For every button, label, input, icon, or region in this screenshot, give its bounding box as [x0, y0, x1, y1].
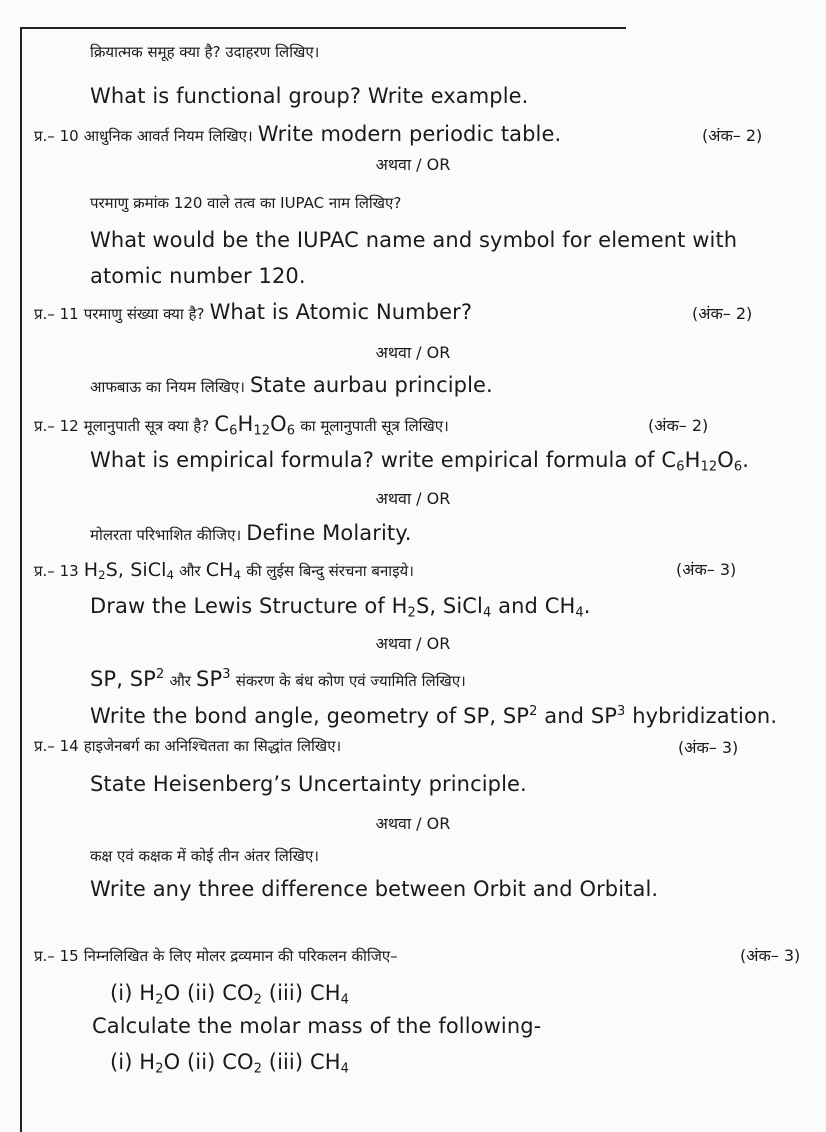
- q13-alt-line: [90, 667, 466, 691]
- q13-line: [34, 559, 414, 582]
- q10-hindi: आधुनिक आवर्त नियम लिखिए।: [83, 127, 253, 145]
- q13-alt-sp3: $SP^3$: [196, 667, 231, 691]
- q13-english: Draw the Lewis Structure of: [90, 594, 385, 618]
- q9-hindi: क्रियात्मक समूह क्या है? उदाहरण लिखिए।: [90, 43, 320, 61]
- q12-formula-en: $C_6H_{12}O_6$.: [661, 448, 750, 475]
- q11-alt-english: State aurbau principle.: [250, 373, 493, 397]
- q12-or: अथवा / OR: [375, 489, 451, 508]
- q11-marks: (अंक– 2): [692, 304, 753, 323]
- q10-or: अथवा / OR: [375, 155, 451, 174]
- q13-alt-english-sp3: $SP^3$: [590, 704, 626, 728]
- q14-line: [34, 736, 341, 756]
- q14-hindi: हाइजेनबर्ग का अनिश्चितता का सिद्धांत लिखिए।: [83, 737, 342, 755]
- q10-alt-english-1: What would be the IUPAC name and symbol for element with: [90, 228, 738, 252]
- q13-alt-english-and: and: [544, 704, 585, 728]
- q12-line: [34, 412, 449, 438]
- q10-marks: (अंक– 2): [702, 126, 763, 145]
- q13-marks: (अंक– 3): [676, 560, 737, 579]
- q13-formulas: $H_2S$, SiCl$_4$: [83, 559, 175, 582]
- q11-or: अथवा / OR: [375, 343, 451, 362]
- q15-english: Calculate the molar mass of the following-: [92, 1014, 542, 1038]
- q10-alt-english-2: atomic number 120.: [90, 264, 306, 288]
- q11-number: प्र.– 11: [34, 305, 79, 323]
- q13-hindi: की लुईस बिन्दु संरचना बनाइये।: [246, 562, 414, 580]
- q11-line: [34, 300, 472, 324]
- q9-english: What is functional group? Write example.: [90, 84, 529, 108]
- q11-alt-line: [90, 373, 493, 397]
- q13-number: प्र.– 13: [34, 562, 79, 580]
- q12-hindi-a: मूलानुपाती सूत्र क्या है?: [83, 417, 210, 435]
- q13-en-methane: $CH_4$.: [544, 594, 591, 621]
- q14-marks: (अंक– 3): [678, 738, 739, 757]
- q12-hindi-b: का मूलानुपाती सूत्र लिखिए।: [300, 417, 449, 435]
- q12-number: प्र.– 12: [34, 417, 79, 435]
- q13-alt-english-line: Write the bond angle, geometry of SP, $SP^2$ and $SP^3$ hybridization.: [90, 704, 778, 728]
- q13-or: अथवा / OR: [375, 634, 451, 653]
- q13-alt-and: और: [169, 672, 191, 690]
- q15-number: प्र.– 15: [34, 947, 79, 965]
- q13-english-line: [90, 594, 591, 620]
- top-border: [22, 27, 626, 29]
- q14-or: अथवा / OR: [375, 814, 451, 833]
- q13-en-formulas: $H_2S$, SiCl$_4$: [391, 594, 492, 621]
- q14-number: प्र.– 14: [34, 737, 79, 755]
- q13-alt-sp: SP, $SP^2$: [90, 667, 165, 691]
- q13-en-and: and: [498, 594, 538, 618]
- q15-items-1: (i) $H_2O$ (ii) $CO_2$ (iii) $CH_4$: [110, 981, 349, 1008]
- q15-hindi: निम्नलिखित के लिए मोलर द्रव्यमान की परिकलन कीजिए–: [83, 947, 398, 965]
- q15-marks: (अंक– 3): [740, 946, 801, 965]
- q12-formula: $C_6H_{12}O_6$: [214, 412, 296, 439]
- q11-alt-hindi: आफबाऊ का नियम लिखिए।: [90, 378, 245, 396]
- q13-alt-hindi: संकरण के बंध कोण एवं ज्यामिति लिखिए।: [235, 672, 466, 690]
- q11-english: What is Atomic Number?: [209, 300, 473, 324]
- q12-alt-line: [90, 521, 412, 545]
- q12-alt-english: Define Molarity.: [246, 521, 412, 545]
- q15-line: [34, 946, 398, 966]
- q12-marks: (अंक– 2): [648, 416, 709, 435]
- q13-alt-english-b: hybridization.: [632, 704, 778, 728]
- q14-alt-english: Write any three difference between Orbit and Orbital.: [90, 877, 659, 901]
- q11-hindi: परमाणु संख्या क्या है?: [83, 305, 205, 323]
- q15-items-2: (i) $H_2O$ (ii) $CO_2$ (iii) $CH_4$: [110, 1050, 349, 1077]
- q13-and-hindi: और: [179, 562, 201, 580]
- q12-english-line: [90, 448, 749, 474]
- q10-line: [34, 122, 561, 146]
- q10-alt-hindi: परमाणु क्रमांक 120 वाले तत्व का IUPAC नाम लिखिए?: [90, 194, 402, 212]
- q13-methane: $CH_4$: [205, 559, 242, 582]
- q10-english: Write modern periodic table.: [257, 122, 562, 146]
- left-border: [20, 27, 22, 1132]
- q10-number: प्र.– 10: [34, 127, 79, 145]
- q14-english: State Heisenberg’s Uncertainty principle.: [90, 772, 527, 796]
- q12-english: What is empirical formula? write empirical formula of: [90, 448, 655, 472]
- q14-alt-hindi: कक्ष एवं कक्षक में कोई तीन अंतर लिखिए।: [90, 847, 319, 865]
- q13-alt-english-a: Write the bond angle, geometry of SP, SP: [90, 704, 530, 728]
- q12-alt-hindi: मोलरता परिभाशित कीजिए।: [90, 526, 242, 544]
